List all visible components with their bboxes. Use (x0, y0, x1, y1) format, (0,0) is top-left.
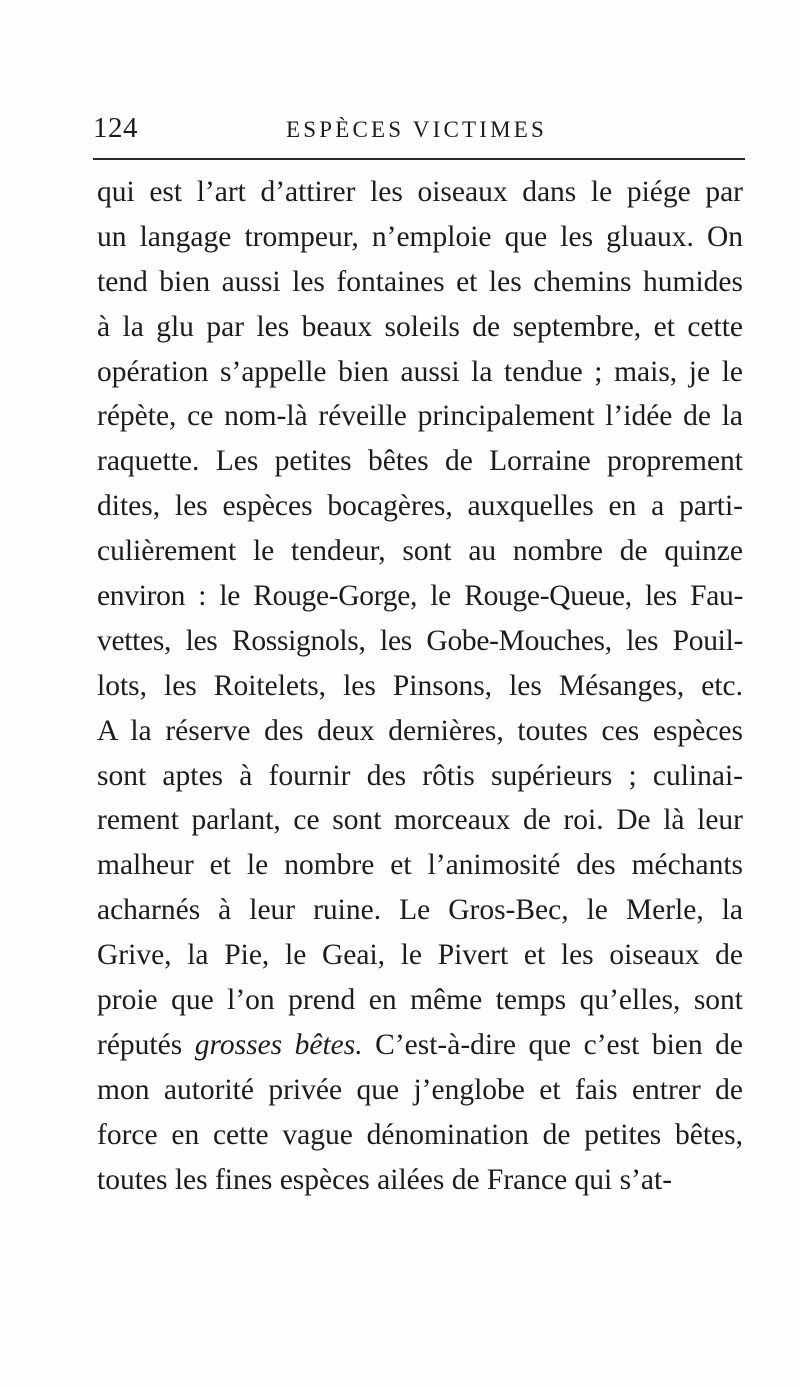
page-header (93, 110, 745, 150)
text-line: sont aptes à fournir des rôtis supérieurs ; culinai- (97, 759, 743, 792)
text-line: force en cette vague dénomination de petites bêtes, (97, 1118, 743, 1151)
text-line: dites, les espèces bocagères, auxquelles en a parti- (97, 490, 743, 523)
text-segment: C’est-à-dire que c’est bien de (362, 1028, 743, 1061)
text-line: qui est l’art d’attirer les oiseaux dans le piége par (97, 176, 743, 208)
text-line: toutes les fines espèces ailées de France qui s’at- (97, 1163, 673, 1196)
page-number: 124 (93, 112, 138, 144)
text-line: proie que l’on prend en même temps qu’elles, sont (97, 984, 743, 1017)
italic-term: grosses bêtes. (194, 1028, 363, 1061)
text-line: culièrement le tendeur, sont au nombre de quinze (97, 535, 743, 568)
text-line: à la glu par les beaux soleils de septembre, et cette (97, 310, 743, 343)
body-text (97, 170, 743, 1202)
text-line: malheur et le nombre et l’animosité des méchants (97, 849, 743, 882)
text-line: tend bien aussi les fontaines et les chemins humides (97, 265, 743, 298)
text-line: raquette. Les petites bêtes de Lorraine proprement (97, 445, 743, 478)
text-line: rement parlant, ce sont morceaux de roi. De là leur (97, 804, 743, 837)
text-line-with-italic (97, 1023, 743, 1068)
text-line: opération s’appelle bien aussi la tendue ; mais, je le (97, 355, 743, 388)
text-line: vettes, les Rossignols, les Gobe-Mouches, les Pouil- (97, 624, 743, 657)
text-segment: réputés (97, 1028, 195, 1061)
text-line: environ : le Rouge-Gorge, le Rouge-Queue, les Fau- (97, 580, 743, 613)
header-rule (93, 158, 745, 160)
text-line: Grive, la Pie, le Geai, le Pivert et les oiseaux de (97, 939, 743, 972)
text-line: A la réserve des deux dernières, toutes ces espèces (97, 714, 743, 747)
text-line: acharnés à leur ruine. Le Gros-Bec, le Merle, la (97, 894, 743, 927)
running-title: ESPÈCES VICTIMES (286, 117, 548, 142)
text-line: répète, ce nom-là réveille principalement l’idée de la (97, 400, 743, 433)
text-line: un langage trompeur, n’emploie que les gluaux. On (97, 220, 743, 253)
text-line: lots, les Roitelets, les Pinsons, les Mésanges, etc. (97, 669, 743, 702)
text-line: mon autorité privée que j’englobe et fais entrer de (97, 1073, 743, 1106)
